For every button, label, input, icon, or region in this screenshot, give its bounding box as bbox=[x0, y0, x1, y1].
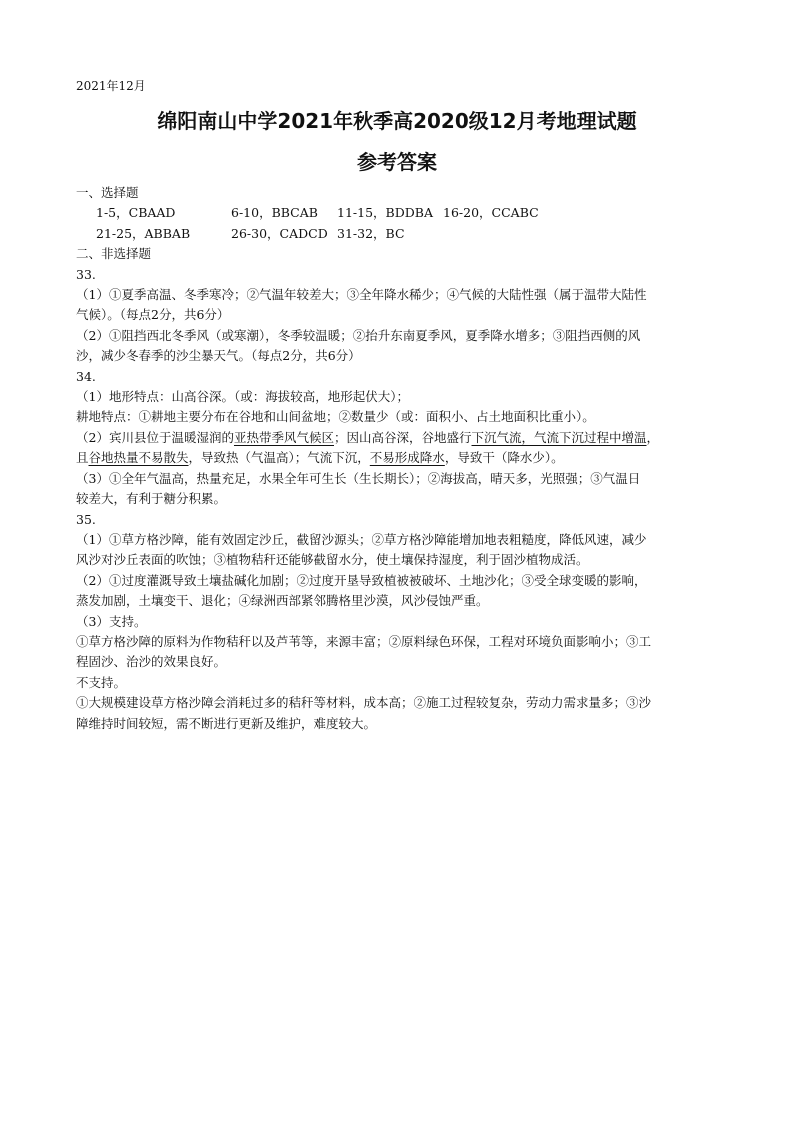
choice-answer-group: 21-25，ABBAB bbox=[96, 225, 191, 241]
q33-answer-1-line-2: 气候）。（每点2分，共6分） bbox=[76, 307, 230, 323]
q35-answer-1-line-1: （1）①草方格沙障，能有效固定沙丘，截留沙源头；②草方格沙障能增加地表粗糙度，降低风速，减少 bbox=[76, 531, 647, 547]
answer-body bbox=[76, 183, 726, 734]
underlined-keyword: 亚热带季风气候区 bbox=[233, 429, 334, 445]
choice-answer-group: 1-5，CBAAD bbox=[96, 205, 176, 221]
choice-answer-group: 26-30，CADCD bbox=[231, 225, 328, 241]
q34-answer-1-terrain: （1）地形特点：山高谷深。（或：海拔较高，地形起伏大）； bbox=[76, 389, 409, 405]
q35-answer-3-support: （3）支持。 bbox=[76, 613, 147, 629]
underlined-keyword: 谷地热量不易散失 bbox=[88, 450, 189, 466]
choice-answer-group: 11-15，BDDBA bbox=[337, 205, 433, 221]
q34-answer-1-farmland: 耕地特点：①耕地主要分布在谷地和山间盆地；②数量少（或：面积小、占土地面积比重小）。 bbox=[76, 409, 595, 425]
choice-answer-group: 31-32，BC bbox=[337, 225, 405, 241]
choice-answers-row-2 bbox=[76, 224, 726, 244]
q34-answer-3-line-2: 较差大，有利于糖分积累。 bbox=[76, 491, 227, 507]
q35-answer-1-line-2: 风沙对沙丘表面的吹蚀；③植物秸秆还能够截留水分，使土壤保持湿度，利于固沙植物成活。 bbox=[76, 552, 589, 568]
section-heading-choice: 一、选择题 bbox=[76, 185, 139, 200]
underlined-keyword: 不易形成降水 bbox=[369, 450, 445, 466]
q33-answer-1-line-1: （1）①夏季高温、冬季寒冷；②气温年较差大；③全年降水稀少；④气候的大陆性强（属于温带大陆性 bbox=[76, 287, 647, 303]
question-number-35: 35. bbox=[76, 511, 96, 527]
q35-answer-2-line-1: （2）①过度灌溉导致土壤盐碱化加剧；②过度开垦导致植被被破坏、土地沙化；③受全球变暖的影响， bbox=[76, 572, 647, 588]
q35-answer-2-line-2: 蒸发加剧，土壤变干、退化；④绿洲西部紧邻腾格里沙漠，风沙侵蚀严重。 bbox=[76, 593, 489, 609]
q35-support-reason-line-2: 程固沙、治沙的效果良好。 bbox=[76, 654, 227, 670]
question-number-33: 33. bbox=[76, 266, 96, 282]
q33-answer-2-line-2: 沙，减少冬春季的沙尘暴天气。（每点2分，共6分） bbox=[76, 348, 361, 364]
choice-answers-row-1 bbox=[76, 203, 726, 223]
q35-answer-3-oppose: 不支持。 bbox=[76, 674, 127, 690]
exam-title: 绵阳南山中学2021年秋季高2020级12月考地理试题 bbox=[157, 109, 637, 133]
q35-oppose-reason-line-2: 障维持时间较短，需不断进行更新及维护，难度较大。 bbox=[76, 715, 377, 731]
q35-support-reason-line-1: ①草方格沙障的原料为作物秸秆以及芦苇等，来源丰富；②原料绿色环保，工程对环境负面影响小；③工 bbox=[76, 633, 652, 649]
q33-answer-2-line-1: （2）①阻挡西北冬季风（或寒潮），冬季较温暖；②抬升东南夏季风，夏季降水增多；③阻挡西侧的风 bbox=[76, 327, 641, 343]
q34-answer-2-line-1: （2）宾川县位于温暖湿润的亚热带季风气候区；因山高谷深，谷地盛行下沉气流，气流下沉过程中增温， bbox=[76, 429, 660, 445]
q34-answer-3-line-1: （3）①全年气温高，热量充足，水果全年可生长（生长期长）；②海拔高，晴天多，光照强；③气温日 bbox=[76, 470, 641, 486]
q35-oppose-reason-line-1: ①大规模建设草方格沙障会消耗过多的秸秆等材料，成本高；②施工过程较复杂，劳动力需求量多；③沙 bbox=[76, 695, 652, 711]
section-heading-non-choice: 二、非选择题 bbox=[76, 246, 152, 262]
q34-answer-2-line-2: 且谷地热量不易散失，导致热（气温高）；气流下沉，不易形成降水，导致干（降水少）。 bbox=[76, 450, 564, 466]
exam-date: 2021年12月 bbox=[76, 79, 146, 93]
underlined-keyword: 下沉气流，气流下沉过程中增温 bbox=[471, 429, 647, 445]
choice-answer-group: 16-20，CCABC bbox=[443, 205, 539, 221]
choice-answer-group: 6-10，BBCAB bbox=[231, 205, 318, 221]
question-number-34: 34. bbox=[76, 368, 96, 384]
exam-subtitle: 参考答案 bbox=[357, 150, 437, 174]
